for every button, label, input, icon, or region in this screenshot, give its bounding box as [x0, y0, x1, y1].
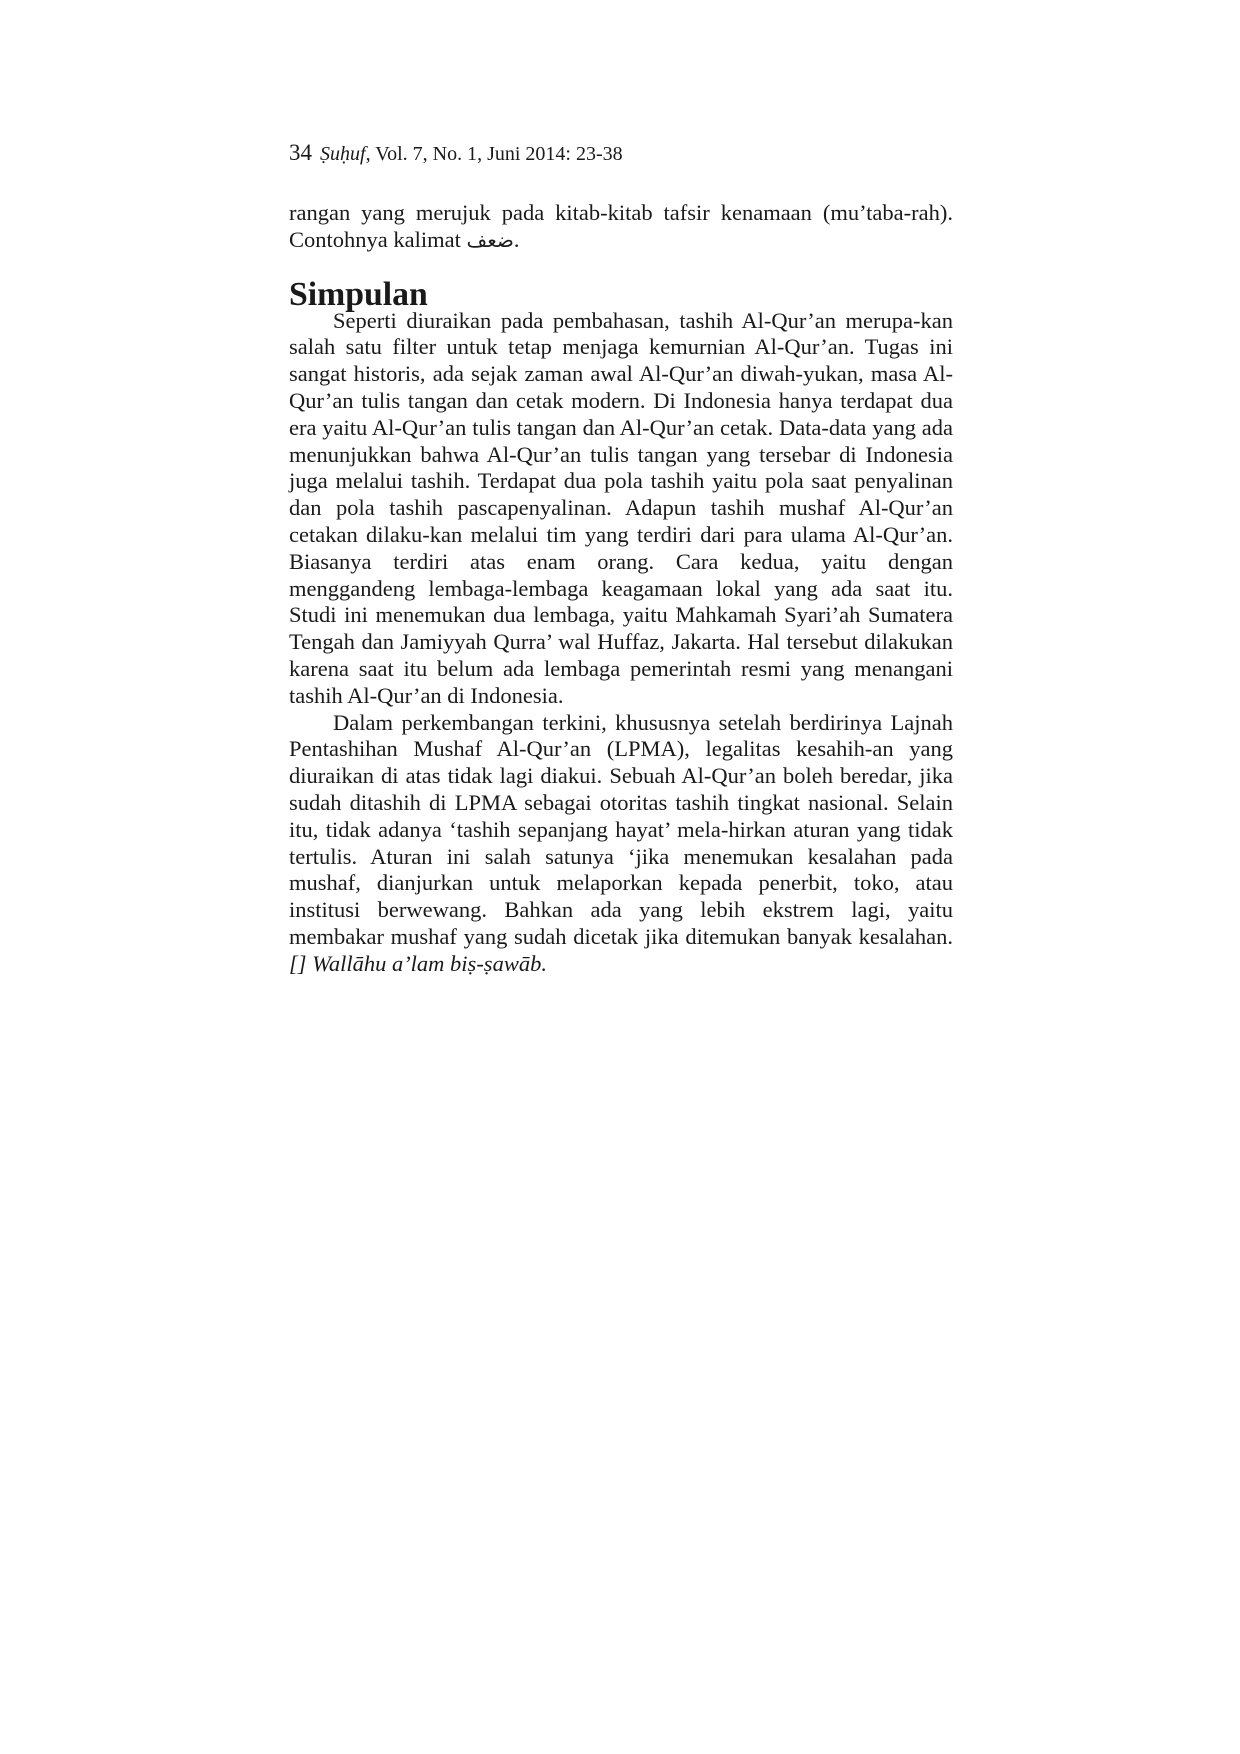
conclusion-paragraph-1: Seperti diuraikan pada pembahasan, tashih Al-Qur’an merupa-kan salah satu filter untuk tetap menjaga kemurnian Al-Qur’an. Tugas ini sangat historis, ada sejak zaman awal Al-Qur’an diwah-yukan, masa Al-Qur’an tulis tangan dan cetak modern. Di Indonesia hanya terdapat dua era yaitu Al-Qur’an tulis tangan dan Al-Qur’an cetak. Data-data yang ada menunjukkan bahwa Al-Qur’an tulis tangan yang tersebar di Indonesia juga melalui tashih. Terdapat dua pola tashih yaitu pola saat penyalinan dan pola tashih pascapenyalinan. Adapun tashih mushaf Al-Qur’an cetakan dilaku-kan melalui tim yang terdiri dari para ulama Al-Qur’an. Biasanya terdiri atas enam orang. Cara kedua, yaitu dengan menggandeng lembaga-lembaga keagamaan lokal yang ada saat itu. Studi ini menemukan dua lembaga, yaitu Mahkamah Syari’ah Sumatera Tengah dan Jamiyyah Qurra’ wal Huffaz, Jakarta. Hal tersebut dilakukan karena saat itu belum ada lembaga pemerintah resmi yang menangani tashih Al-Qur’an di Indonesia.	[289, 307, 953, 708]
conclusion-paragraph-2	[289, 710, 953, 978]
section-heading: Simpulan	[289, 275, 428, 313]
closing-phrase: [] Wallāhu a’lam biṣ-ṣawāb.	[289, 950, 547, 976]
body-text	[289, 200, 953, 978]
intro-paragraph	[289, 200, 953, 254]
intro-text: rangan yang merujuk pada kitab-kitab tafsir kenamaan (mu’taba-rah). Contohnya kalimat	[289, 200, 953, 252]
page-number: 34	[289, 140, 312, 165]
intro-end: .	[513, 226, 520, 252]
paragraph-2-text: Dalam perkembangan terkini, khususnya setelah berdirinya Lajnah Pentashihan Mushaf Al-Qur’an (LPMA), legalitas kesahih-an yang diuraikan di atas tidak lagi diakui. Sebuah Al-Qur’an boleh beredar, jika sudah ditashih di LPMA sebagai otoritas tashih tingkat nasional. Selain itu, tidak adanya ‘tashih sepanjang hayat’ mela-hirkan aturan yang tidak tertulis. Aturan ini salah satunya ‘jika menemukan kesalahan pada mushaf, dianjurkan untuk melaporkan kepada penerbit, toko, atau institusi berwewang. Bahkan ada yang lebih ekstrem lagi, yaitu membakar mushaf yang sudah dicetak jika ditemukan banyak kesalahan.	[289, 709, 953, 949]
journal-name: Ṣuḥuf	[320, 143, 366, 165]
citation: , Vol. 7, No. 1, Juni 2014: 23-38	[365, 143, 623, 165]
running-header	[289, 140, 623, 167]
arabic-word: ضعف	[466, 227, 514, 252]
